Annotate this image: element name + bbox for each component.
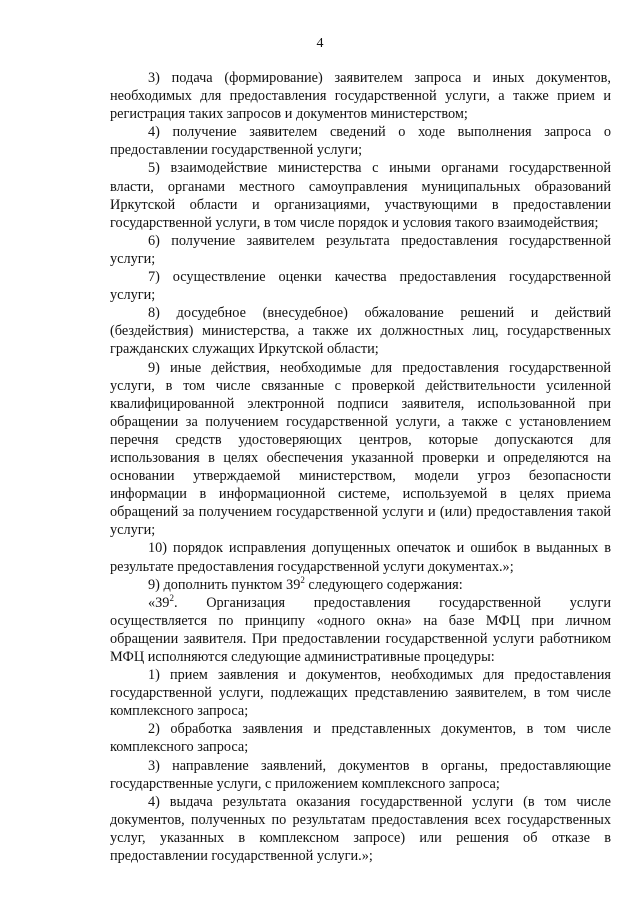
paragraph-item-8: 8) досудебное (внесудебное) обжалование решений и действий (бездействия) министерства, а также их должностных лиц, государственных гражданских служащих Иркутской области; — [110, 305, 611, 358]
clause-39-2 — [110, 594, 611, 666]
procedure-3: 3) направление заявлений, документов в органы, предоставляющие государственные услуги, с приложением комплексного запроса; — [110, 757, 611, 792]
clause-39-2-text: . Организация предоставления государственной услуги осуществляется по принципу «одного окна» на базе МФЦ при личном обращении заявителя. При предоставлении государственной услуги работником МФЦ исполняются следующие административные процедуры: — [110, 594, 611, 665]
paragraph-item-5: 5) взаимодействие министерства с иными органами государственной власти, органами местного самоуправления муниципальных образований Иркутской области и организациями, участвующими в предоставлении государственной услуги, в том числе порядок и условия такого взаимодействия; — [110, 160, 611, 231]
amendment-item-9 — [110, 576, 611, 594]
paragraph-item-10: 10) порядок исправления допущенных опечаток и ошибок в выданных в результате предоставления государственной услуги документах.»; — [110, 540, 611, 575]
paragraph-item-9: 9) иные действия, необходимые для предоставления государственной услуги, в том числе связанные с проверкой действительности усиленной квалифицированной электронной подписи заявителя, использованной при обращении за получением государственной услуги, а также с установлением перечня средств удостоверяющих центров, которые допускаются для использования в целях обеспечения указанной проверки и определяются на основании утверждаемой министерством, модели угроз безопасности информации в информационной системе, используемой в целях приема обращений за получением государственной услуги и (или) предоставления такой услуги; — [110, 359, 611, 539]
page-number: 4 — [316, 36, 324, 51]
procedure-2: 2) обработка заявления и представленных документов, в том числе комплексного запроса; — [110, 721, 611, 756]
amendment-item-9-superscript: 2 — [300, 574, 305, 585]
paragraph-item-3: 3) подача (формирование) заявителем запроса и иных документов, необходимых для предоставления государственной услуги, а также прием и регистрация таких запросов и документов министерством; — [110, 70, 611, 123]
procedure-1: 1) прием заявления и документов, необходимых для предоставления государственной услуги, подлежащих представлению заявителем, в том числе комплексного запроса; — [110, 667, 611, 720]
document-body — [110, 69, 611, 865]
amendment-item-9-text: 9) дополнить пунктом 39 — [148, 576, 301, 593]
clause-39-2-superscript: 2 — [169, 592, 174, 603]
amendment-item-9-text-end: следующего содержания: — [304, 576, 463, 593]
procedure-4: 4) выдача результата оказания государственной услуги (в том числе документов, полученных по результатам предоставления всех государственных услуг, указанных в комплексном запросе) или решения об отказе в предоставлении государственной услуги.»; — [110, 793, 611, 865]
paragraph-item-4: 4) получение заявителем сведений о ходе выполнения запроса о предоставлении государственной услуги; — [110, 124, 611, 159]
clause-39-2-number: «39 — [148, 594, 170, 611]
paragraph-item-6: 6) получение заявителем результата предоставления государственной услуги; — [110, 232, 611, 267]
paragraph-item-7: 7) осуществление оценки качества предоставления государственной услуги; — [110, 269, 611, 304]
